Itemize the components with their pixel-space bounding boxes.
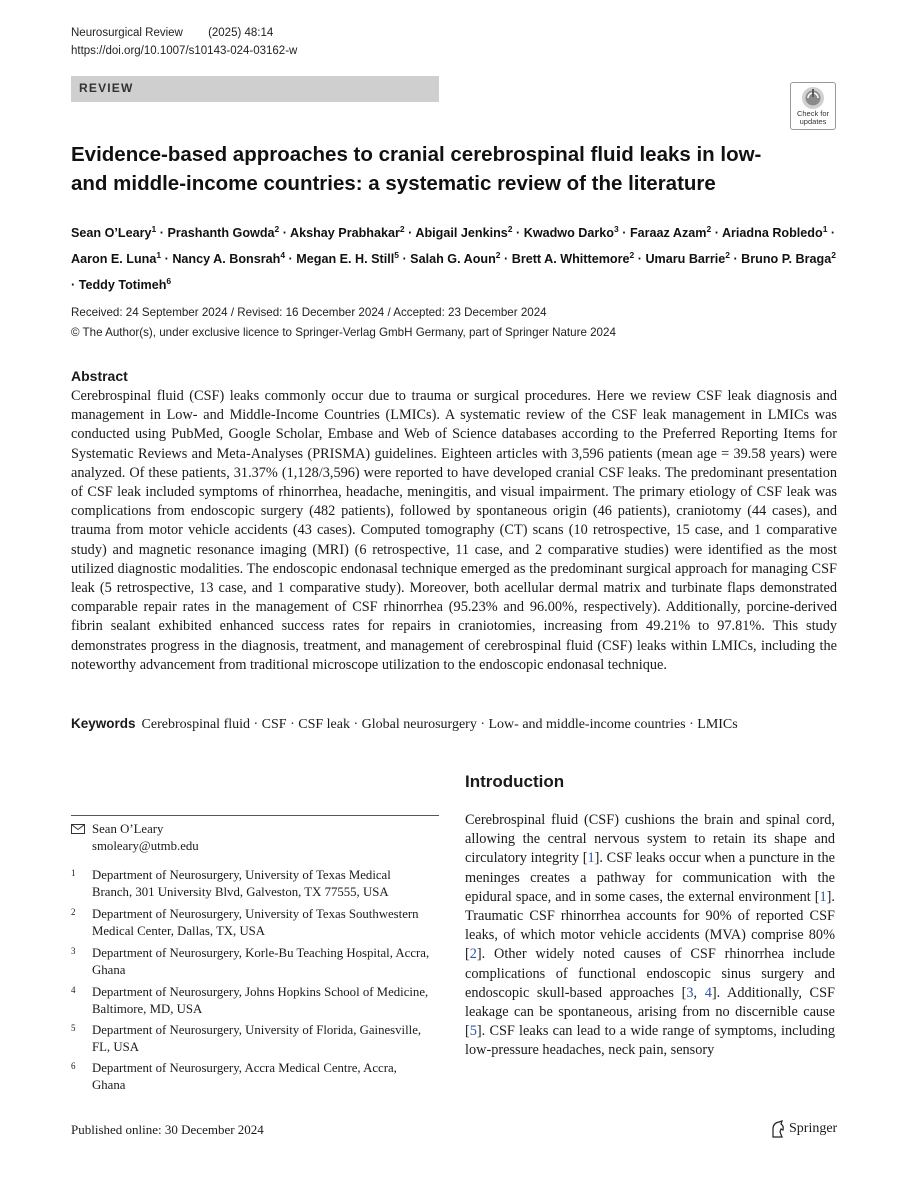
author-list: Sean O’Leary$^1$ · Prashanth Gowda$^2$ · Akshay Prabhakar$^2$ · Abigail Jenkins$^2$ · Kwadwo Darko$^3$ · Faraaz Azam$^2$ · Ariadna Robledo$^1$ · Aaron E. Luna$^1$ · Nancy A. Bonsrah$^4$ · Megan E. H. Still$^5$ · Salah G. Aoun$^2$ · Brett A. Whittemore$^2$ · Umaru Barrie$^2$ · Bruno P. Braga$^2$ · Teddy Totimeh$^6$: [71, 224, 836, 293]
author-affiliation-index: 1: [822, 224, 828, 234]
introduction-heading: Introduction: [465, 772, 565, 791]
affiliation-number: 5: [71, 1023, 76, 1033]
publication-date: Published online: 30 December 2024: [71, 1122, 264, 1137]
abstract-text: Cerebrospinal fluid (CSF) leaks commonly occur due to trauma or surgical procedures. Here we review CSF leak diagnosis and management in Low- and Middle-Income Countries (LMICs). A systematic review of the CSF leak management in LMICs was conducted using PubMed, Google Scholar, Embase and Web of Science databases according to the Preferred Reporting Items for Systematic Reviews and Meta-Analyses (PRISMA) guidelines. Eighteen articles with 3,596 patients (mean age = 39.58 years) were analyzed. Of these patients, 31.37% (1,128/3,596) were reported to have developed cranial CSF leaks. The predominant presentation of CSF leak included symptoms of rhinorrhea, headache, meningitis, and visual impairment. The primary etiology of CSF leak was complications from endoscopic surgery (482 patients), followed by spontaneous origin (46 patients), craniotomy (44 cases), and trauma from motor vehicle accidents (43 cases). Computed tomography (CT) scans (10 retrospective, 15 case, and 1 comparative study) and magnetic resonance imaging (MRI) (6 retrospective, 11 case, and 2 comparative studies) were identified as the most utilized diagnostic modalities. The endoscopic endonasal technique emerged as the predominant surgical approach for managing CSF leak (5 retrospective, 13 case, and 1 comparative study). Moreover, both acellular dermal matrix and turbinate flaps demonstrated comparable repair rates in the management of CSF rhinorrhea (95.23% and 96.00%, respectively). Additionally, porcine-derived fibrin sealant exhibited enhanced success rates for repairs in craniotomies, increasing from 49.21% to 97.81%. This study demonstrates progress in the diagnosis, treatment, and management of cerebrospinal fluid (CSF) leaks within LMICs, including the noteworthy advancement from traditional microscope utilization to the endoscopic endonasal technique.: [71, 388, 837, 673]
affiliation-3: [71, 945, 431, 979]
author-name: Nancy A. Bonsrah: [172, 252, 281, 267]
publisher-name: Springer: [789, 1121, 838, 1136]
journal-volume: (2025) 48:14: [208, 27, 274, 39]
article-type-banner: [71, 76, 439, 102]
introduction-text: Cerebrospinal fluid (CSF) cushions the brain and spinal cord, allowing the central nervous system to retain its shape and circulatory integrity [1]. CSF leaks occur when a puncture in the meninges creates a pathway for communication with the epidural space, and in some cases, the external environment [1]. Traumatic CSF rhinorrhea accounts for 90% of reported CSF leaks, of which motor vehicle accidents (MVA) comprise 80% [2]. Other widely noted causes of CSF rhinorrhea include complications of functional endoscopic sinus surgery and endoscopic skull-based approaches [3, 4]. Additionally, CSF leakage can be spontaneous, arising from no discernible cause [5]. CSF leaks can lead to a wide range of symptoms, including low-pressure headaches, neck pain, sensory: [465, 812, 835, 1059]
author-name: Megan E. H. Still: [296, 252, 395, 267]
affiliation-6: [71, 1060, 431, 1094]
keywords-list: Cerebrospinal fluid · CSF · CSF leak · Global neurosurgery · Low- and middle-income countries · LMICs: [141, 717, 738, 732]
copyright-notice: © The Author(s), under exclusive licence to Springer-Verlag GmbH Germany, part of Springer Nature 2024: [71, 326, 616, 339]
affiliation-number: 1: [71, 868, 76, 878]
springer-horse-icon: [770, 1120, 786, 1138]
journal-name: Neurosurgical Review: [71, 27, 183, 39]
author-affiliation-index: 2: [495, 250, 501, 261]
author-affiliation-index: 2: [629, 250, 635, 261]
citation-link[interactable]: 5: [469, 1023, 477, 1040]
author-affiliation-index: 2: [725, 250, 730, 261]
affiliation-number: 4: [71, 985, 76, 995]
running-header: [71, 27, 273, 39]
affiliation-text: Department of Neurosurgery, Johns Hopkins School of Medicine, Baltimore, MD, USA: [92, 985, 429, 1016]
footnote-divider: [71, 815, 439, 816]
corresponding-author-name: Sean O’Leary: [92, 822, 164, 836]
affiliation-text: Department of Neurosurgery, University of Texas Southwestern Medical Center, Dallas, TX, USA: [92, 907, 419, 938]
affiliation-number: 3: [71, 946, 76, 956]
keywords-label: Keywords: [71, 716, 136, 731]
author-name: Teddy Totimeh: [78, 278, 167, 293]
author-name: Faraaz Azam: [629, 226, 707, 241]
keywords: [71, 716, 841, 733]
affiliation-5: [71, 1022, 431, 1056]
author-name: Sean O’Leary: [71, 226, 152, 241]
check-for-updates-line2: updates: [799, 117, 827, 126]
author-affiliation-index: 1: [156, 250, 162, 261]
citation-link[interactable]: 1: [819, 888, 827, 905]
affiliation-2: [71, 906, 431, 940]
article-type-label: REVIEW: [79, 81, 134, 95]
article-dates: Received: 24 September 2024 / Revised: 16 December 2024 / Accepted: 23 December 2024: [71, 306, 547, 319]
author-affiliation-index: 2: [274, 224, 280, 234]
author-name: Salah G. Aoun: [410, 252, 496, 267]
author-affiliation-index: 1: [151, 224, 157, 234]
author-affiliation-index: 4: [280, 250, 286, 261]
author-name: Ariadna Robledo: [721, 226, 823, 241]
author-name: Akshay Prabhakar: [290, 226, 400, 241]
citation-link[interactable]: 2: [469, 946, 477, 963]
envelope-icon: [71, 824, 85, 834]
affiliation-text: Department of Neurosurgery, Accra Medical Centre, Accra, Ghana: [92, 1061, 397, 1092]
check-for-updates-badge[interactable]: [790, 82, 836, 130]
author-name: Kwadwo Darko: [523, 226, 614, 241]
author-affiliation-index: 3: [614, 224, 619, 234]
author-name: Abigail Jenkins: [415, 226, 508, 241]
author-affiliation-index: 6: [166, 276, 172, 287]
check-for-updates-icon: [800, 86, 826, 110]
author-name: Umaru Barrie: [645, 252, 726, 267]
affiliation-1: [71, 867, 431, 901]
author-affiliation-index: 2: [399, 224, 405, 234]
author-name: Bruno P. Braga: [741, 252, 832, 267]
author-affiliation-index: 5: [394, 250, 399, 261]
author-name: Prashanth Gowda: [167, 226, 275, 241]
affiliation-number: 2: [71, 907, 76, 917]
doi-link[interactable]: https://doi.org/10.1007/s10143-024-03162-w: [71, 45, 298, 57]
citation-link[interactable]: 1: [587, 850, 595, 867]
citation-link[interactable]: 3: [686, 984, 694, 1001]
affiliation-text: Department of Neurosurgery, University of Florida, Gainesville, FL, USA: [92, 1023, 422, 1054]
author-affiliation-index: 2: [706, 224, 712, 234]
author-affiliation-index: 2: [831, 250, 836, 261]
affiliation-text: Department of Neurosurgery, University of Texas Medical Branch, 301 University Blvd, Galveston, TX 77555, USA: [92, 868, 391, 899]
abstract-heading: Abstract: [71, 368, 128, 384]
affiliation-text: Department of Neurosurgery, Korle-Bu Teaching Hospital, Accra, Ghana: [92, 946, 430, 977]
affiliation-number: 6: [71, 1061, 76, 1071]
corresponding-author-email[interactable]: smoleary@utmb.edu: [92, 839, 199, 853]
author-name: Aaron E. Luna: [71, 252, 157, 267]
citation-link[interactable]: 4: [704, 984, 712, 1001]
affiliation-4: [71, 984, 431, 1018]
check-for-updates-line1: Check for: [796, 109, 830, 118]
author-affiliation-index: 2: [507, 224, 513, 234]
author-name: Brett A. Whittemore: [511, 252, 630, 267]
article-title: Evidence-based approaches to cranial cerebrospinal fluid leaks in low- and middle-income countries: a systematic review of the literature: [71, 143, 762, 195]
